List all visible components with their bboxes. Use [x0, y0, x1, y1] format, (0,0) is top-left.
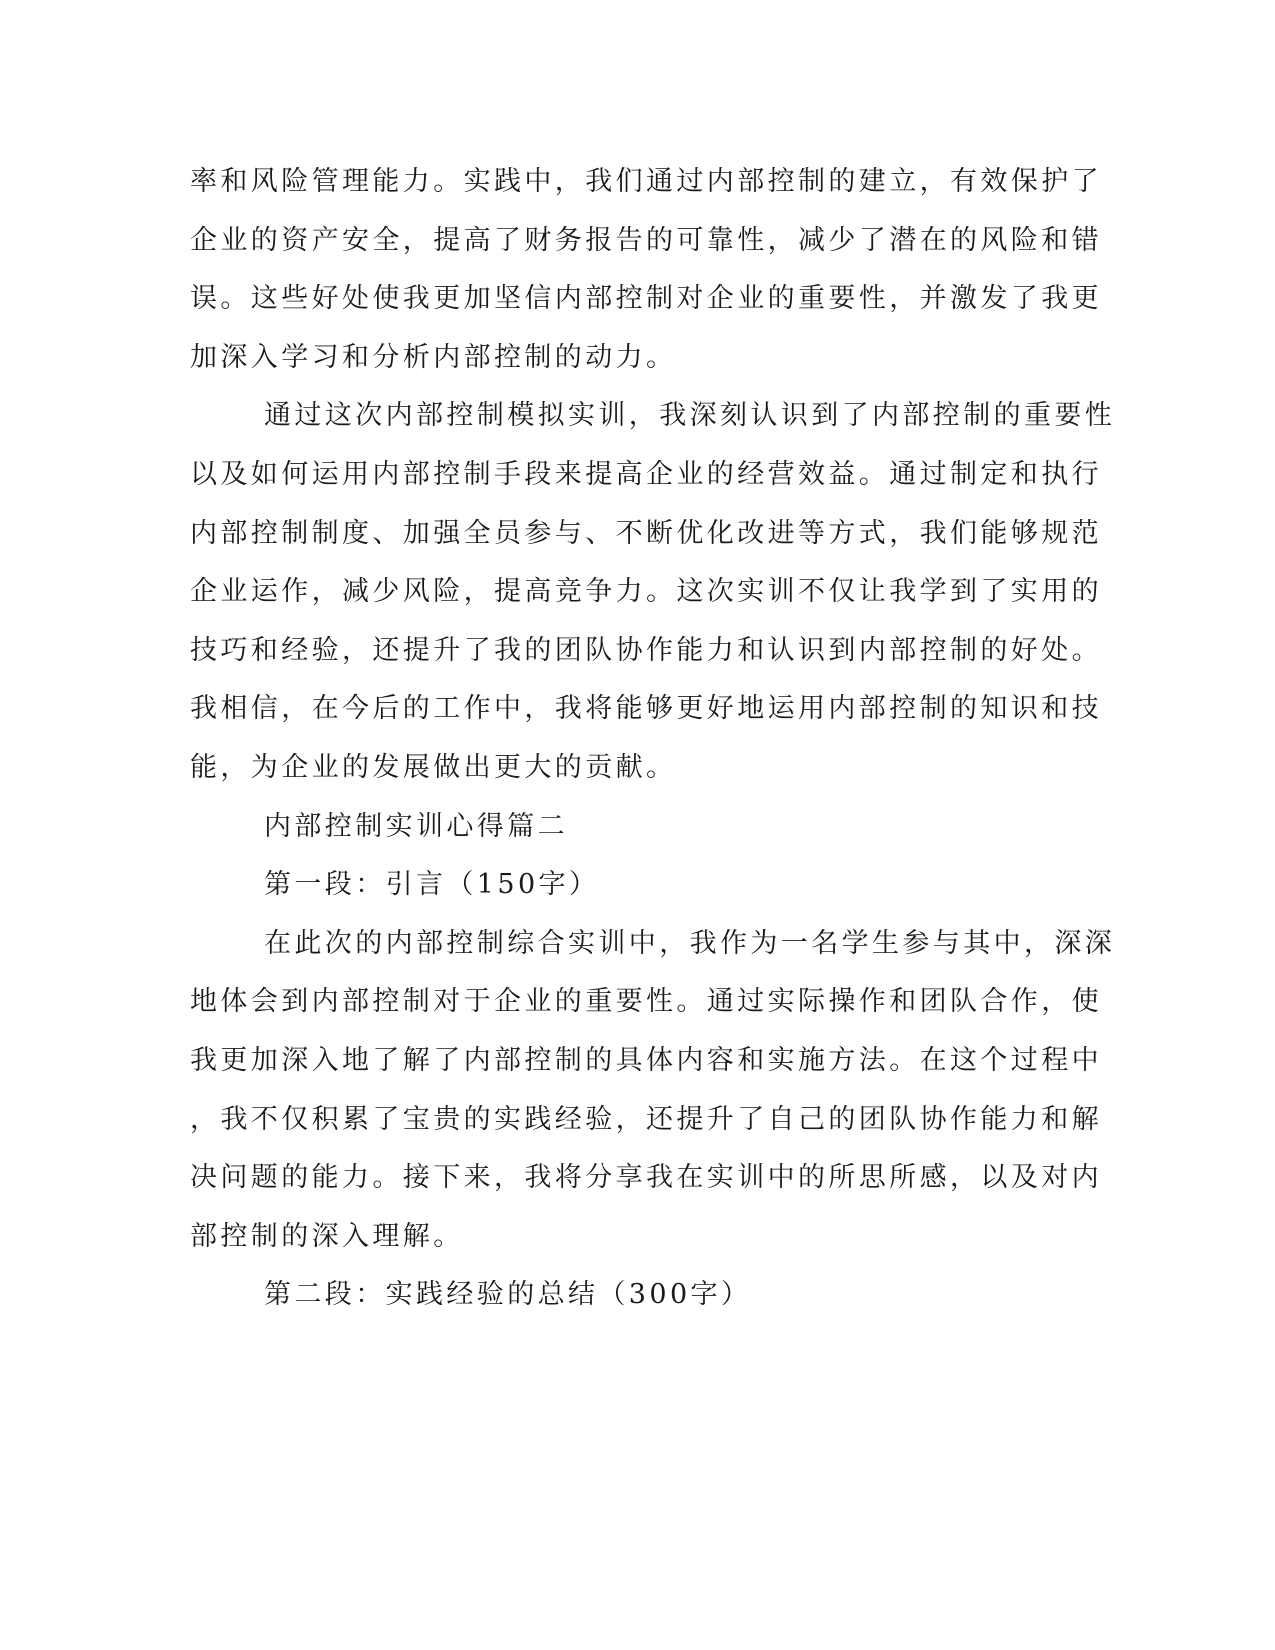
paragraph-line: 决问题的能力。接下来，我将分享我在实训中的所思所感，以及对内: [190, 1162, 1102, 1193]
paragraph-line: 部控制的深入理解。: [190, 1221, 464, 1252]
paragraph-line: 在此次的内部控制综合实训中，我作为一名学生参与其中，深深: [264, 928, 1116, 959]
paragraph-line: 率和风险管理能力。实践中，我们通过内部控制的建立，有效保护了: [190, 166, 1102, 197]
paragraph-line: 企业的资产安全，提高了财务报告的可靠性，减少了潜在的风险和错: [190, 225, 1102, 256]
paragraph-line: 技巧和经验，还提升了我的团队协作能力和认识到内部控制的好处。: [190, 635, 1102, 666]
paragraph-line: 通过这次内部控制模拟实训，我深刻认识到了内部控制的重要性: [264, 400, 1116, 431]
paragraph-line: ，我不仅积累了宝贵的实践经验，还提升了自己的团队协作能力和解: [190, 1104, 1102, 1135]
paragraph-line: 误。这些好处使我更加坚信内部控制对企业的重要性，并激发了我更: [190, 283, 1102, 314]
paragraph-line: 加深入学习和分析内部控制的动力。: [190, 342, 677, 373]
paragraph-line: 能，为企业的发展做出更大的贡献。: [190, 752, 677, 783]
section-subheading: 第二段：实践经验的总结（300字）: [264, 1279, 752, 1310]
paragraph-line: 内部控制制度、加强全员参与、不断优化改进等方式，我们能够规范: [190, 518, 1102, 549]
paragraph-line: 我相信，在今后的工作中，我将能够更好地运用内部控制的知识和技: [190, 693, 1102, 724]
paragraph-line: 地体会到内部控制对于企业的重要性。通过实际操作和团队合作，使: [190, 986, 1102, 1017]
section-subheading: 第一段：引言（150字）: [264, 869, 600, 900]
paragraph-line: 我更加深入地了解了内部控制的具体内容和实施方法。在这个过程中: [190, 1045, 1102, 1076]
paragraph-line: 企业运作，减少风险，提高竞争力。这次实训不仅让我学到了实用的: [190, 576, 1102, 607]
paragraph-line: 以及如何运用内部控制手段来提高企业的经营效益。通过制定和执行: [190, 459, 1102, 490]
section-heading: 内部控制实训心得篇二: [264, 811, 568, 842]
